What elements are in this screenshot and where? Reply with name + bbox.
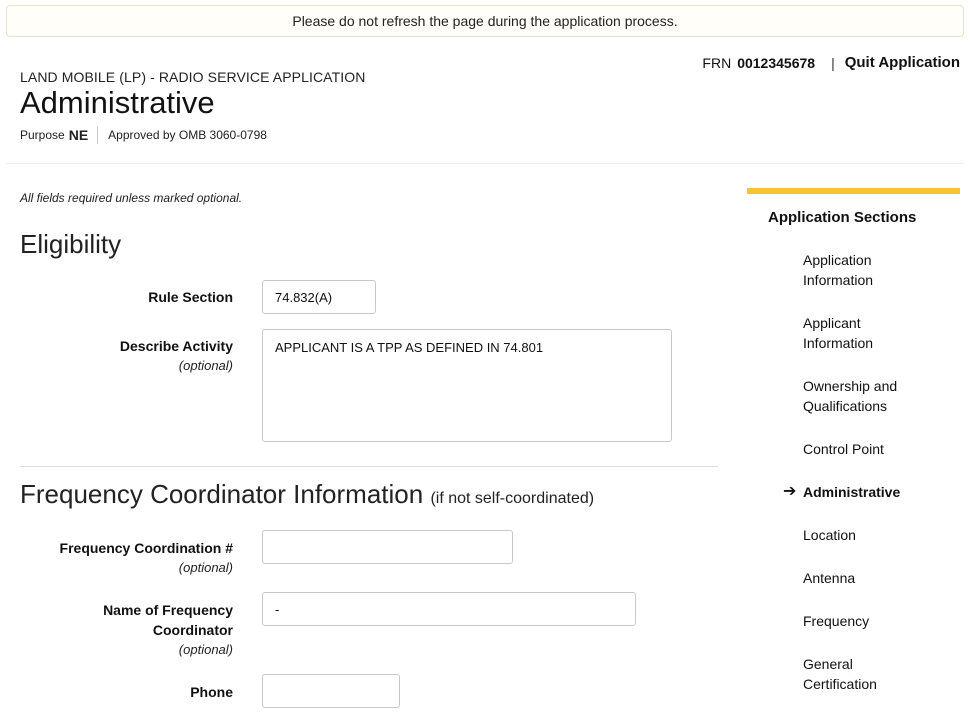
application-meta xyxy=(20,126,267,144)
frequency-coordinator-heading xyxy=(20,479,594,510)
nav-arrow-slot xyxy=(783,611,803,631)
rule-section-label xyxy=(20,287,233,307)
omb-approval: Approved by OMB 3060-0798 xyxy=(108,128,267,142)
coordination-number-input[interactable] xyxy=(262,530,513,564)
nav-item-label: Ownership and Qualifications xyxy=(803,378,898,414)
page-title: Administrative xyxy=(20,85,215,120)
nav-item-label: Application Information xyxy=(803,252,874,288)
coordinator-name-label-text: Name of Frequency Coordinator xyxy=(103,602,233,638)
phone-input[interactable] xyxy=(262,674,400,708)
nav-arrow-slot xyxy=(783,439,803,459)
nav-arrow-slot xyxy=(783,376,803,416)
required-fields-note: All fields required unless marked optional. xyxy=(20,191,243,205)
rule-section-label-text: Rule Section xyxy=(148,289,233,305)
header-divider xyxy=(6,163,964,164)
nav-item-label: Location xyxy=(803,527,856,543)
nav-arrow-slot xyxy=(783,654,803,694)
frequency-coordinator-heading-aside: (if not self-coordinated) xyxy=(430,490,595,507)
nav-item-label: General Certification xyxy=(803,656,877,692)
coordination-number-label-text: Frequency Coordination # xyxy=(59,540,233,556)
coordinator-name-label xyxy=(20,600,233,660)
coordination-number-label xyxy=(20,538,233,578)
service-title: LAND MOBILE (LP) - RADIO SERVICE APPLICATION xyxy=(20,69,366,85)
nav-item-antenna[interactable] xyxy=(783,568,963,588)
nav-item-label: Applicant Information xyxy=(803,315,874,351)
nav-item-applicant-information[interactable] xyxy=(783,313,963,353)
frn-label: FRN xyxy=(702,54,732,71)
frn-value: 0012345678 xyxy=(737,54,816,71)
phone-label xyxy=(20,682,233,702)
nav-item-label: Antenna xyxy=(803,570,856,586)
rule-section-input[interactable] xyxy=(262,280,376,314)
nav-arrow-slot xyxy=(783,568,803,588)
eligibility-heading: Eligibility xyxy=(20,229,122,259)
nav-item-label: Administrative xyxy=(803,484,901,500)
sidebar-accent-bar xyxy=(747,188,960,194)
nav-arrow-slot xyxy=(783,313,803,353)
header-separator: | xyxy=(831,54,835,71)
nav-arrow-slot xyxy=(783,250,803,290)
refresh-warning-banner: Please do not refresh the page during the application process. xyxy=(6,5,964,37)
phone-label-text: Phone xyxy=(190,684,233,700)
nav-item-control-point[interactable] xyxy=(783,439,963,459)
purpose-label: Purpose xyxy=(20,128,65,142)
nav-arrow-slot xyxy=(783,525,803,545)
optional-marker: (optional) xyxy=(178,642,233,657)
optional-marker: (optional) xyxy=(178,560,233,575)
meta-divider xyxy=(97,126,98,144)
purpose-value: NE xyxy=(68,127,89,143)
nav-item-administrative[interactable] xyxy=(783,482,963,502)
coordinator-name-input[interactable] xyxy=(262,592,636,626)
nav-item-frequency[interactable] xyxy=(783,611,963,631)
optional-marker: (optional) xyxy=(178,358,233,373)
nav-item-general-certification[interactable] xyxy=(783,654,963,694)
describe-activity-textarea[interactable] xyxy=(262,329,672,442)
describe-activity-label xyxy=(20,336,233,376)
describe-activity-label-text: Describe Activity xyxy=(119,338,233,354)
section-divider xyxy=(20,466,718,467)
nav-item-label: Frequency xyxy=(803,613,870,629)
quit-application-link[interactable]: Quit Application xyxy=(844,54,960,71)
nav-item-label: Control Point xyxy=(803,441,884,457)
nav-item-location[interactable] xyxy=(783,525,963,545)
sidebar-title: Application Sections xyxy=(768,209,917,226)
arrow-right-icon: ➔ xyxy=(783,483,797,500)
nav-item-application-information[interactable] xyxy=(783,250,963,290)
nav-item-ownership-qualifications[interactable] xyxy=(783,376,963,416)
frequency-coordinator-heading-text: Frequency Coordinator Information xyxy=(20,479,424,509)
header-account-bar xyxy=(702,54,960,71)
